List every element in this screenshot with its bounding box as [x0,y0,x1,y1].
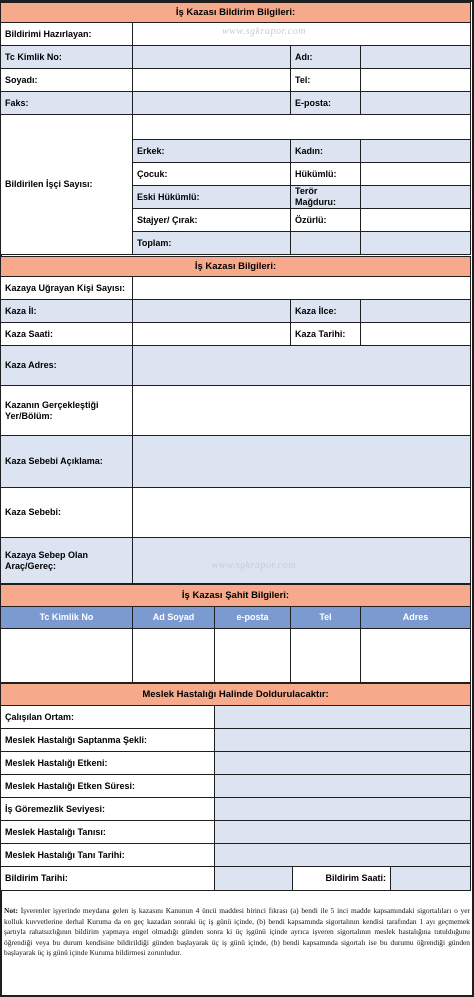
convict-label: Hükümlü: [291,163,361,186]
cause-tool-field[interactable] [133,538,471,584]
disease-environment-field[interactable] [215,706,471,729]
accident-notification-table [0,2,471,255]
convict-field[interactable] [361,163,471,186]
disease-diagnosis-field[interactable] [215,821,471,844]
witness-name-field[interactable] [133,629,215,683]
terror-victim-label: Terör Mağduru: [291,186,361,209]
cause-description-field[interactable] [133,436,471,488]
witness-address-field[interactable] [361,629,471,683]
incapacity-level-field[interactable] [215,798,471,821]
disabled-field[interactable] [361,209,471,232]
accident-address-label: Kaza Adres: [1,346,133,386]
female-field[interactable] [361,140,471,163]
cause-tool-label: Kazaya Sebep Olan Araç/Gereç: [1,538,133,584]
accident-district-label: Kaza İlce: [291,300,361,323]
accident-address-field[interactable] [133,346,471,386]
name-label: Adı: [291,46,361,69]
notification-time-field[interactable] [391,867,471,891]
surname-label: Soyadı: [1,69,133,92]
accident-location-field[interactable] [133,386,471,436]
intern-label: Stajyer/ Çırak: [133,209,291,232]
preparer-label: Bildirimi Hazırlayan: [1,23,133,46]
female-label: Kadın: [291,140,361,163]
tc-kimlik-label: Tc Kimlik No: [1,46,133,69]
fax-label: Faks: [1,92,133,115]
accident-city-field[interactable] [133,300,291,323]
disease-factor-field[interactable] [215,752,471,775]
accident-time-label: Kaza Saati: [1,323,133,346]
footnote-label: Not: [4,906,18,915]
witness-col-tc: Tc Kimlik No [1,607,133,629]
total-spacer [291,232,361,255]
cause-description-label: Kaza Sebebi Açıklama: [1,436,133,488]
preparer-field[interactable] [133,23,471,46]
notification-date-field[interactable] [215,867,293,891]
accident-info-table [0,256,471,584]
diagnosis-date-field[interactable] [215,844,471,867]
email-label: E-posta: [291,92,361,115]
child-label: Çocuk: [133,163,291,186]
section-title-notification: İş Kazası Bildirim Bilgileri: [1,3,471,23]
section-title-accident: İş Kazası Bilgileri: [1,257,471,277]
worker-count-spacer [133,115,471,140]
name-field[interactable] [361,46,471,69]
total-label: Toplam: [133,232,291,255]
fax-field[interactable] [133,92,291,115]
witness-table [0,584,471,683]
ex-convict-label: Eski Hükümlü: [133,186,291,209]
occupational-disease-table [0,683,471,891]
witness-col-tel: Tel [291,607,361,629]
witness-tel-field[interactable] [291,629,361,683]
diagnosis-date-label: Meslek Hastalığı Tanı Tarihi: [1,844,215,867]
disease-detection-label: Meslek Hastalığı Saptanma Şekli: [1,729,215,752]
cause-label: Kaza Sebebi: [1,488,133,538]
witness-col-address: Adres [361,607,471,629]
footnote-text: İşverenler işyerinde meydana gelen iş kazasını Kanunun 4 üncü maddesi birinci fıkrası (a) bendi ile 5 inci madde kapsamındaki sigortalıları o yer kolluk kuvvetlerine derhal Kuruma da en geç kazadan sonraki üç iş günü içinde, (b) bendi kapsamında sigortalının kendisi tarafından 1 ayı geçmemek şartıyla rahatsızlığının bildirim yapmaya engel olmadığı günden sonra ki üç işgünü içinde ayrıca işveren sigortalının meslek hastalığına tutulduğunu öğrendiği veya bu durum kendisine bildirildiği günden başlayarak üç iş günü içinde, (b) bendi kapsamında sigortalı ise bu durumu öğrendiği günden başlayarak üç iş günü içinde Kuruma bildirmesi zorunludur. [4,906,470,958]
disease-detection-field[interactable] [215,729,471,752]
witness-col-name: Ad Soyad [133,607,215,629]
accident-location-label: Kazanın Gerçekleştiği Yer/Bölüm: [1,386,133,436]
disease-factor-label: Meslek Hastalığı Etkeni: [1,752,215,775]
accident-date-label: Kaza Tarihi: [291,323,361,346]
accident-date-field[interactable] [361,323,471,346]
section-title-witness: İş Kazası Şahit Bilgileri: [1,585,471,607]
watermark-top: www.sgkrapor.com [222,26,306,37]
terror-victim-field[interactable] [361,186,471,209]
disease-factor-duration-label: Meslek Hastalığı Etken Süresi: [1,775,215,798]
injured-count-field[interactable] [133,277,471,300]
notification-date-label: Bildirim Tarihi: [1,867,215,891]
disease-environment-label: Çalışılan Ortam: [1,706,215,729]
total-field[interactable] [361,232,471,255]
disabled-label: Özürlü: [291,209,361,232]
email-field[interactable] [361,92,471,115]
witness-col-email: e-posta [215,607,291,629]
section-title-disease: Meslek Hastalığı Halinde Doldurulacaktır: [1,684,471,706]
injured-count-label: Kazaya Uğrayan Kişi Sayısı: [1,277,133,300]
surname-field[interactable] [133,69,291,92]
cause-field[interactable] [133,488,471,538]
disease-factor-duration-field[interactable] [215,775,471,798]
accident-time-field[interactable] [133,323,291,346]
tel-field[interactable] [361,69,471,92]
accident-city-label: Kaza İl: [1,300,133,323]
notification-time-label: Bildirim Saati: [293,867,391,891]
witness-email-field[interactable] [215,629,291,683]
tel-label: Tel: [291,69,361,92]
disease-diagnosis-label: Meslek Hastalığı Tanısı: [1,821,215,844]
male-label: Erkek: [133,140,291,163]
accident-district-field[interactable] [361,300,471,323]
worker-count-label: Bildirilen İşçi Sayısı: [1,115,133,255]
footnote [4,906,470,959]
watermark-middle: www.sgkrapor.com [212,560,296,571]
incapacity-level-label: İş Göremezlik Seviyesi: [1,798,215,821]
witness-tc-field[interactable] [1,629,133,683]
tc-kimlik-field[interactable] [133,46,291,69]
